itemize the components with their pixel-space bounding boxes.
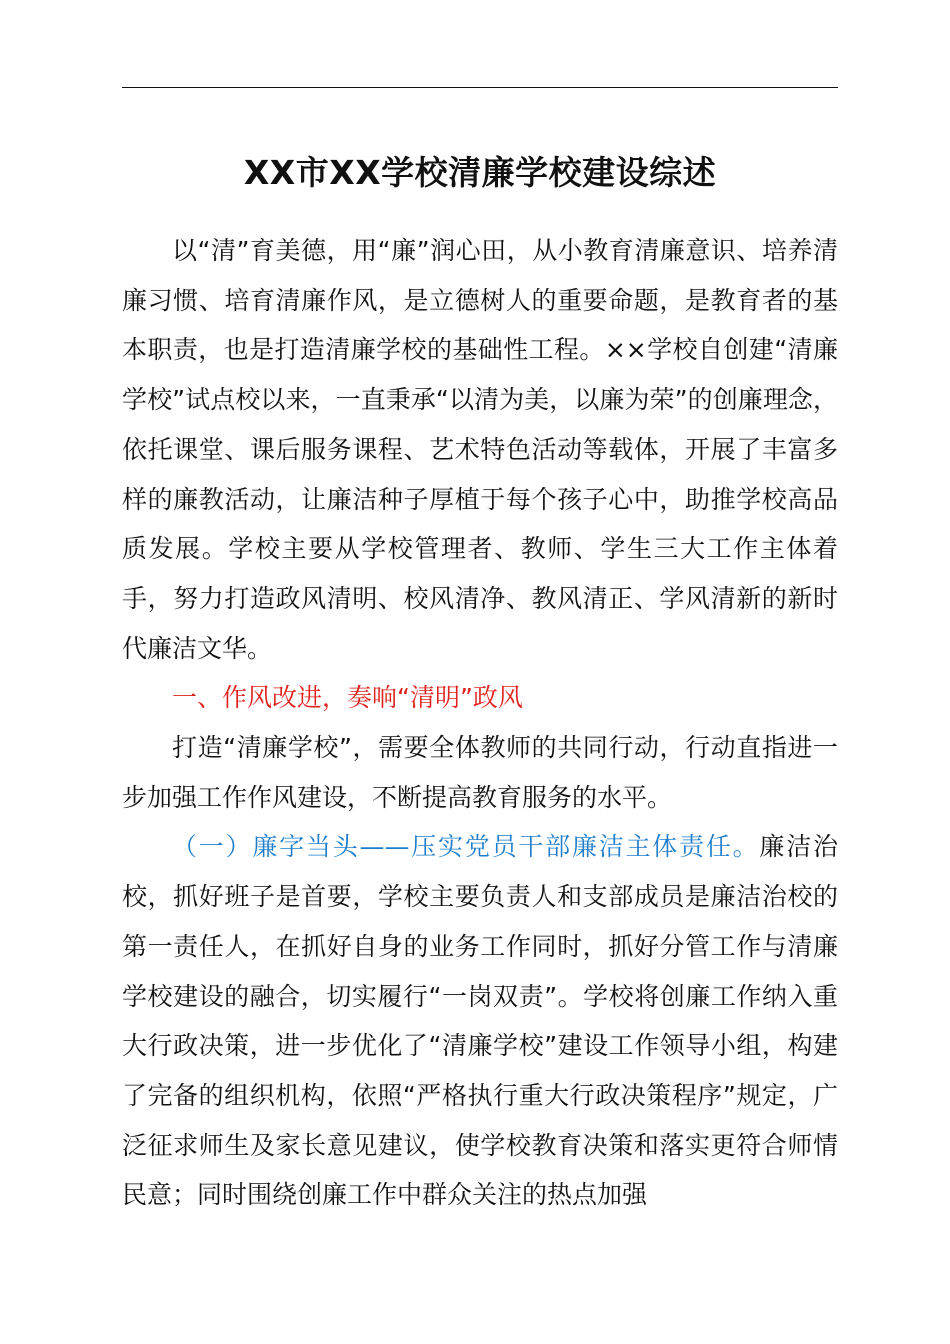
- document-title: XX市XX学校清廉学校建设综述: [243, 153, 717, 192]
- header-rule: [122, 87, 838, 88]
- section-1-intro-paragraph: 打造“清廉学校”，需要全体教师的共同行动，行动直指进一步加强工作作风建设，不断提高教育服务的水平。: [122, 733, 838, 812]
- subsection-1-paragraph: [122, 822, 838, 1220]
- intro-paragraph: 以“清”育美德，用“廉”润心田，从小教育清廉意识、培养清廉习惯、培育清廉作风，是立德树人的重要命题，是教育者的基本职责，也是打造清廉学校的基础性工程。××学校自创建“清廉学校”试点校以来，一直秉承“以清为美，以廉为荣”的创廉理念，依托课堂、课后服务课程、艺术特色活动等载体，开展了丰富多样的廉教活动，让廉洁种子厚植于每个孩子心中，助推学校高品质发展。学校主要从学校管理者、教师、学生三大工作主体着手，努力打造政风清明、校风清净、教风清正、学风清新的新时代廉洁文华。: [122, 236, 838, 663]
- subsection-1-text: 廉洁治校，抓好班子是首要，学校主要负责人和支部成员是廉洁治校的第一责任人，在抓好自身的业务工作同时，抓好分管工作与清廉学校建设的融合，切实履行“一岗双责”。学校将创廉工作纳入重大行政决策，进一步优化了“清廉学校”建设工作领导小组，构建了完备的组织机构，依照“严格执行重大行政决策程序”规定，广泛征求师生及家长意见建议，使学校教育决策和落实更符合师情民意；同时围绕创廉工作中群众关注的热点加强: [122, 832, 838, 1210]
- subsection-heading-1: （一）廉字当头——压实党员干部廉洁主体责任。: [172, 832, 760, 862]
- document-body: [122, 226, 838, 1220]
- section-heading-1: 一、作风改进，奏响“清明”政风: [172, 683, 523, 713]
